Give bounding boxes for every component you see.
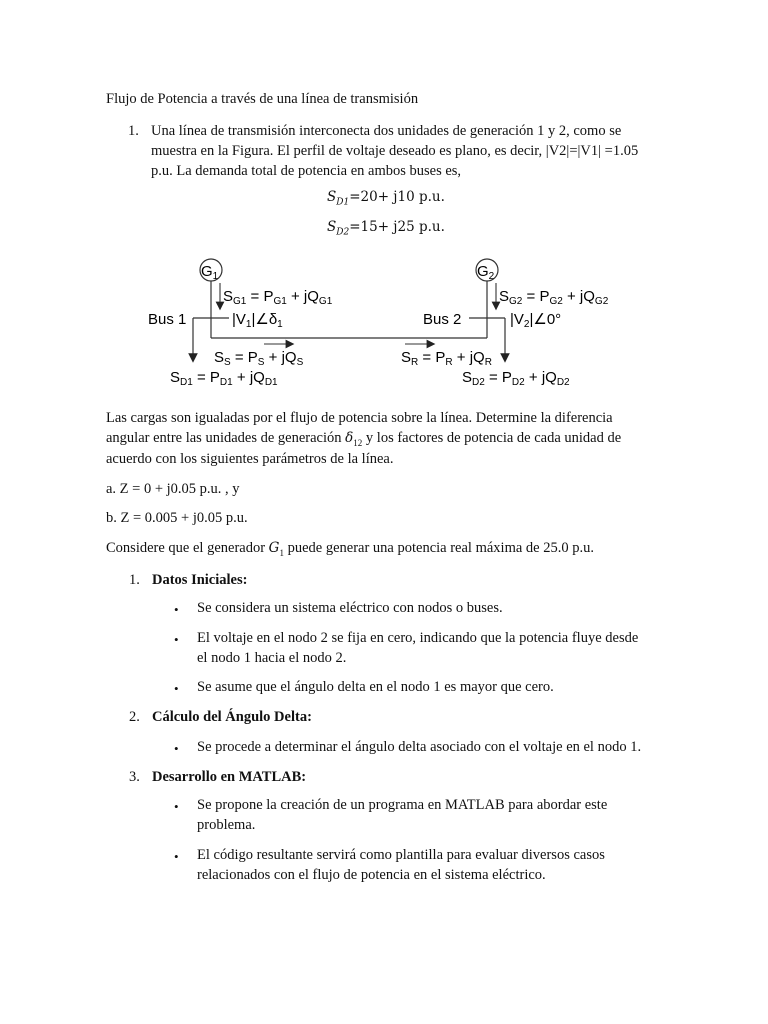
v1-label: $|V_1|\angle\delta_1$ — [232, 311, 283, 330]
ss-label: $S_S = P_S + jQ_S$ — [214, 349, 304, 368]
section-1-heading: Datos Iniciales: — [152, 572, 248, 588]
bullet-icon: • — [174, 741, 179, 756]
section-3-heading: Desarrollo en MATLAB: — [152, 769, 307, 785]
problem-number: 1. — [128, 123, 139, 139]
section-2-bullet-1: Se procede a determinar el ángulo delta asociado con el voltaje en el nodo 1. — [197, 739, 642, 755]
consider-text: Considere que el generador $G_1$ puede generar una potencia real máxima de 25.0 p.u. — [106, 540, 594, 558]
section-2-heading: Cálculo del Ángulo Delta: — [152, 709, 312, 725]
problem-line-1: Una línea de transmisión interconecta dos unidades de generación 1 y 2, como se — [151, 123, 622, 139]
paragraph-line-1: Las cargas son igualadas por el flujo de potencia sobre la línea. Determine la diferencia — [106, 410, 613, 426]
problem-line-3: p.u. La demanda total de potencia en ambos buses es, — [151, 163, 462, 179]
bullet-icon: • — [174, 681, 179, 696]
sg2-label: $S_{G2} = P_{G2} + jQ_{G2}$ — [499, 288, 609, 307]
page-title: Flujo de Potencia a través de una línea de transmisión — [106, 91, 419, 107]
sg1-label: $S_{G1} = P_{G1} + jQ_{G1}$ — [223, 288, 333, 307]
sd1-label: $S_{D1} = P_{D1} + jQ_{D1}$ — [170, 369, 278, 388]
bullet-icon: • — [174, 799, 179, 814]
equation-sd1: $S_{D1}=20+ j10$ p.u. — [327, 189, 445, 208]
bullet-icon: • — [174, 602, 179, 617]
section-1-bullet-3: Se asume que el ángulo delta en el nodo 1 es mayor que cero. — [197, 679, 554, 695]
section-3-bullet-1-line-2: problema. — [197, 817, 256, 833]
bullet-icon: • — [174, 849, 179, 864]
generator-1-label: $G_1$ — [201, 263, 219, 282]
problem-line-2: muestra en la Figura. El perfil de voltaje deseado es plano, es decir, |V2|=|V1| =1.05 — [151, 143, 639, 159]
equation-sd2: $S_{D2}=15+ j25$ p.u. — [327, 219, 445, 238]
section-3-bullet-1-line-1: Se propone la creación de un programa en MATLAB para abordar este — [197, 797, 608, 813]
paragraph-line-2: angular entre las unidades de generación $\delta_{12}$ y los factores de potencia de cada unidad de — [106, 430, 622, 448]
case-b: b. Z = 0.005 + j0.05 p.u. — [106, 510, 248, 526]
section-1-number: 1. — [129, 572, 140, 588]
section-3-bullet-2-line-1: El código resultante servirá como plantilla para evaluar diversos casos — [197, 847, 605, 863]
section-1-bullet-2-line-1: El voltaje en el nodo 2 se fija en cero, indicando que la potencia fluye desde — [197, 630, 639, 646]
transmission-line-diagram — [0, 250, 768, 410]
bus-1-label: Bus 1 — [148, 311, 187, 328]
section-1-bullet-1: Se considera un sistema eléctrico con nodos o buses. — [197, 600, 503, 616]
section-3-bullet-2-line-2: relacionados con el flujo de potencia en el sistema eléctrico. — [197, 867, 546, 883]
bullet-icon: • — [174, 632, 179, 647]
v2-label: $|V_2|\angle 0^\circ$ — [510, 311, 562, 330]
section-3-number: 3. — [129, 769, 140, 785]
bus-2-label: Bus 2 — [423, 311, 462, 328]
generator-2-label: $G_2$ — [477, 263, 495, 282]
paragraph-line-3: acuerdo con los siguientes parámetros de la línea. — [106, 451, 394, 467]
sr-label: $S_R = P_R + jQ_R$ — [401, 349, 492, 368]
case-a: a. Z = 0 + j0.05 p.u. , y — [106, 481, 240, 497]
section-2-number: 2. — [129, 709, 140, 725]
section-1-bullet-2-line-2: el nodo 1 hacia el nodo 2. — [197, 650, 347, 666]
sd2-label: $S_{D2} = P_{D2} + jQ_{D2}$ — [462, 369, 570, 388]
